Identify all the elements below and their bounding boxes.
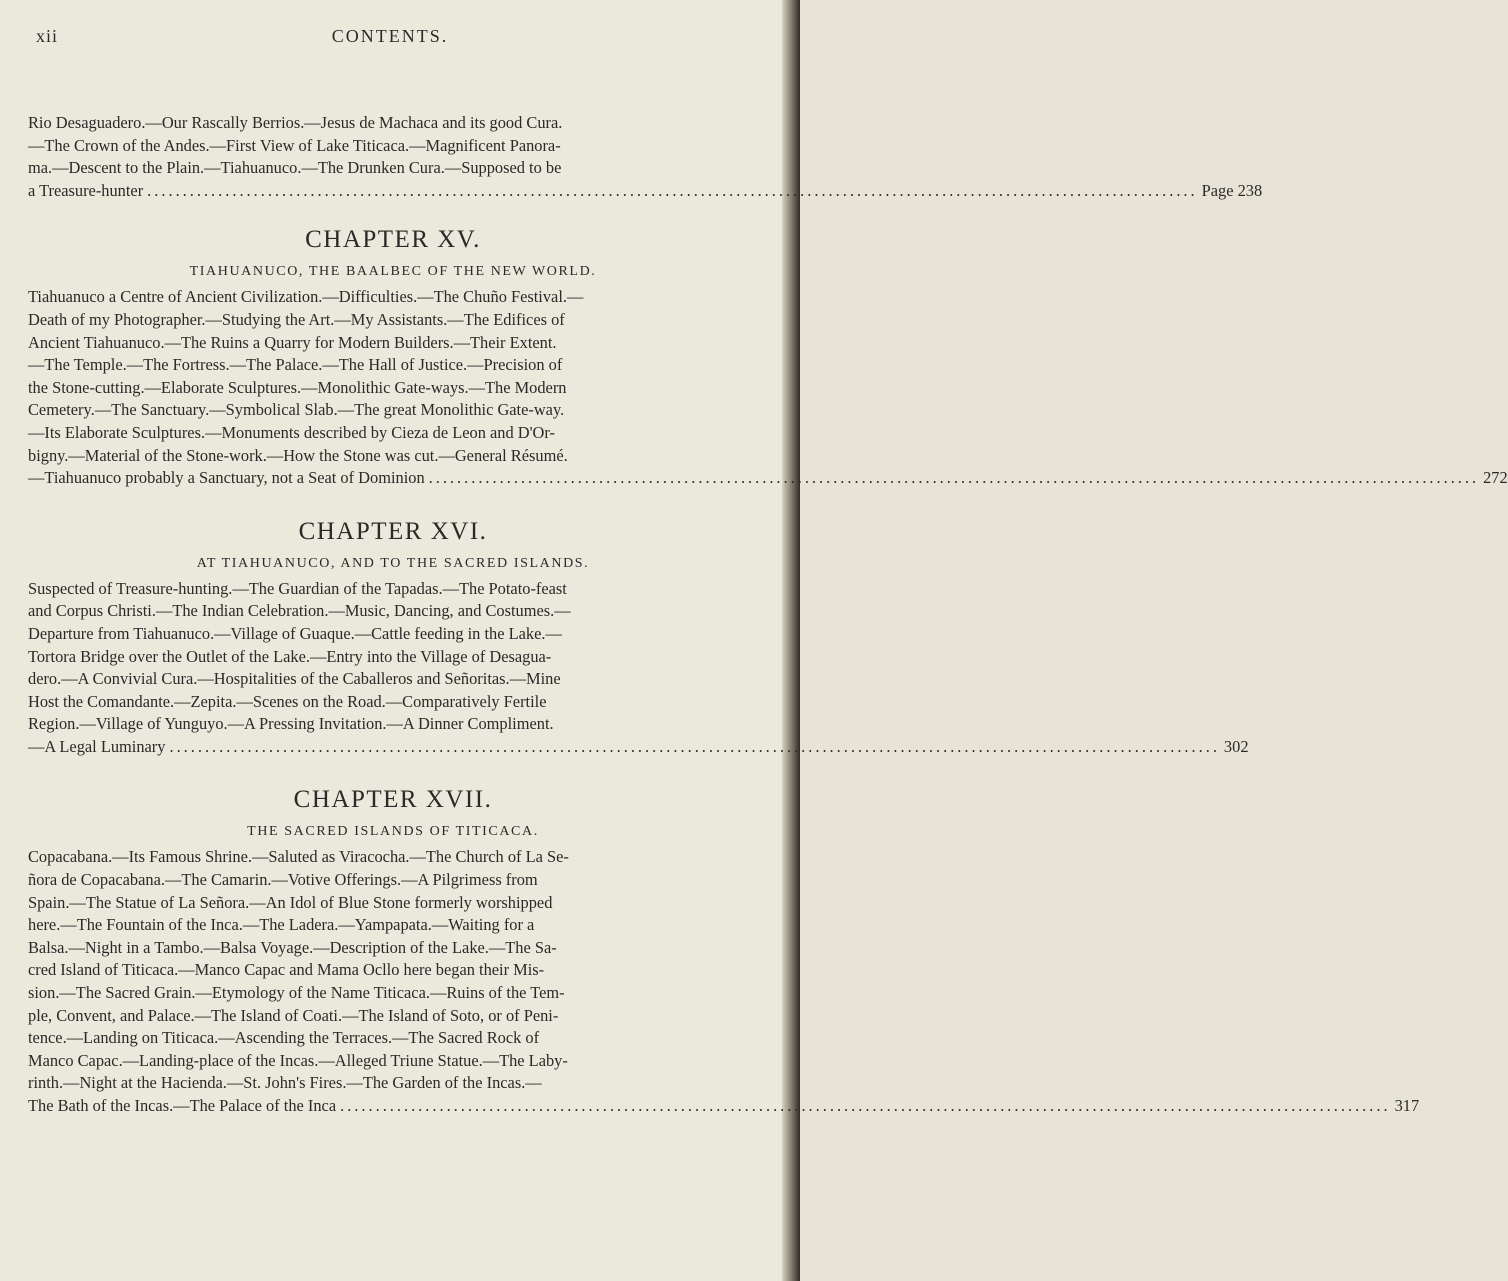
chapter-line: Tiahuanuco a Centre of Ancient Civilization.—Difficulties.—The Chuño Festival.— xyxy=(28,287,584,307)
chapter-line: and Corpus Christi.—The Indian Celebration.—Music, Dancing, and Costumes.— xyxy=(28,601,571,621)
chapter-last-text: —A Legal Luminary xyxy=(28,736,166,756)
chapter-subtitle: TIAHUANUCO, THE BAALBEC OF THE NEW WORLD. xyxy=(189,264,597,280)
chapter-line: Spain.—The Statue of La Señora.—An Idol of Blue Stone formerly worshipped xyxy=(28,892,553,912)
dot-leader: .................................................................................................................................................... xyxy=(169,736,1220,756)
chapter-line: ñora de Copacabana.—The Camarin.—Votive Offerings.—A Pilgrimess from xyxy=(28,870,538,890)
intro-line: Rio Desaguadero.—Our Rascally Berrios.—Jesus de Machaca and its good Cura. xyxy=(28,113,563,132)
page-folio: xii xyxy=(36,26,59,46)
chapter-line: Manco Capac.—Landing-place of the Incas.—Alleged Triune Statue.—The Laby- xyxy=(28,1050,568,1070)
contents-body xyxy=(28,112,1508,1118)
intro-page-number: Page 238 xyxy=(1201,180,1263,200)
chapter-last-line xyxy=(28,467,1508,490)
chapter-xvii xyxy=(28,786,1420,1117)
chapter-last-text: —Tiahuanuco probably a Sanctuary, not a Seat of Dominion xyxy=(28,468,425,488)
chapter-last-line xyxy=(28,736,1249,759)
chapter-heading: CHAPTER XVI. xyxy=(298,517,488,545)
chapter-page-number: 302 xyxy=(1223,736,1249,756)
chapter-last-line xyxy=(28,1095,1420,1118)
chapter-line: Departure from Tiahuanuco.—Village of Guaque.—Cattle feeding in the Lake.— xyxy=(28,623,562,643)
chapter-line: ple, Convent, and Palace.—The Island of Coati.—The Island of Soto, or of Peni- xyxy=(28,1005,559,1025)
chapter-line: Ancient Tiahuanuco.—The Ruins a Quarry for Modern Builders.—Their Extent. xyxy=(28,332,557,352)
chapter-page-number: 317 xyxy=(1394,1096,1420,1115)
chapter-line: —Its Elaborate Sculptures.—Monuments described by Cieza de Leon and D'Or- xyxy=(28,422,555,442)
chapter-heading: CHAPTER XVII. xyxy=(293,786,493,814)
chapter-xvi xyxy=(28,517,1249,759)
intro-line: ma.—Descent to the Plain.—Tiahuanuco.—The Drunken Cura.—Supposed to be xyxy=(28,158,562,178)
chapter-subtitle: THE SACRED ISLANDS OF TITICACA. xyxy=(247,824,539,840)
chapter-line: Copacabana.—Its Famous Shrine.—Saluted as Viracocha.—The Church of La Se- xyxy=(28,847,569,867)
chapter-line: tence.—Landing on Titicaca.—Ascending the Terraces.—The Sacred Rock of xyxy=(28,1028,540,1048)
chapter-line: —The Temple.—The Fortress.—The Palace.—The Hall of Justice.—Precision of xyxy=(28,355,563,375)
chapter-line: dero.—A Convivial Cura.—Hospitalities of the Caballeros and Señoritas.—Mine xyxy=(28,669,561,689)
intro-last-line xyxy=(28,180,1263,203)
running-head xyxy=(0,22,780,52)
chapter-line: sion.—The Sacred Grain.—Etymology of the Name Titicaca.—Ruins of the Tem- xyxy=(28,983,565,1003)
chapter-line: Suspected of Treasure-hunting.—The Guardian of the Tapadas.—The Potato-feast xyxy=(28,578,567,598)
intro-line: —The Crown of the Andes.—First View of Lake Titicaca.—Magnificent Panora- xyxy=(28,135,561,155)
chapter-line: Balsa.—Night in a Tambo.—Balsa Voyage.—Description of the Lake.—The Sa- xyxy=(28,937,557,957)
chapter-line: rinth.—Night at the Hacienda.—St. John's Fires.—The Garden of the Incas.— xyxy=(28,1073,542,1093)
chapter-page-number: 272 xyxy=(1483,468,1508,488)
chapter-last-text: The Bath of the Incas.—The Palace of the Inca xyxy=(28,1096,337,1115)
chapter-line: Cemetery.—The Sanctuary.—Symbolical Slab.—The great Monolithic Gate-way. xyxy=(28,400,565,420)
chapter-heading: CHAPTER XV. xyxy=(305,226,481,254)
chapter-line: Host the Comandante.—Zepita.—Scenes on the Road.—Comparatively Fertile xyxy=(28,691,547,711)
dot-leader: .................................................................................................................................................... xyxy=(147,180,1198,200)
intro-last-text: a Treasure-hunter xyxy=(28,180,144,200)
dot-leader: .................................................................................................................................................... xyxy=(340,1096,1391,1115)
dot-leader: .................................................................................................................................................... xyxy=(428,468,1480,488)
chapter-line: here.—The Fountain of the Inca.—The Ladera.—Yampapata.—Waiting for a xyxy=(28,915,535,935)
chapter-line: Death of my Photographer.—Studying the Art.—My Assistants.—The Edifices of xyxy=(28,309,565,329)
chapter-line: Region.—Village of Yunguyo.—A Pressing Invitation.—A Dinner Compliment. xyxy=(28,714,554,734)
chapter-line: bigny.—Material of the Stone-work.—How the Stone was cut.—General Résumé. xyxy=(28,445,568,465)
chapter-line: the Stone-cutting.—Elaborate Sculptures.—Monolithic Gate-ways.—The Modern xyxy=(28,377,567,397)
intro-block xyxy=(28,112,1263,202)
running-title: CONTENTS. xyxy=(331,26,449,46)
chapter-line: Tortora Bridge over the Outlet of the Lake.—Entry into the Village of Desagua- xyxy=(28,646,552,666)
chapter-subtitle: AT TIAHUANUCO, AND TO THE SACRED ISLANDS. xyxy=(196,555,590,571)
chapter-xv xyxy=(28,226,1508,489)
chapter-line: cred Island of Titicaca.—Manco Capac and Mama Ocllo here began their Mis- xyxy=(28,960,545,980)
